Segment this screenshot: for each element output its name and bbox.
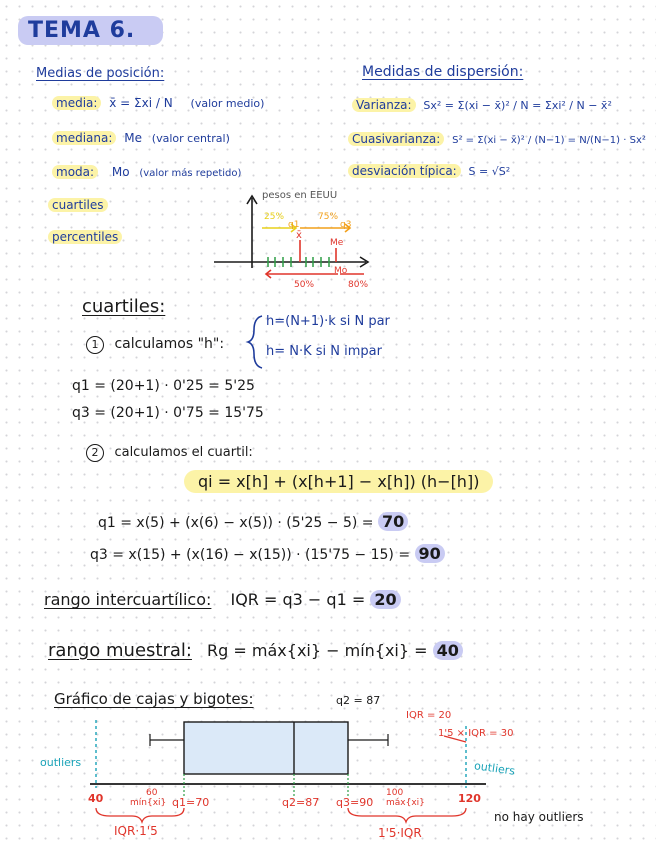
- tick-100: 100: [386, 788, 404, 798]
- media-label: media:: [52, 96, 101, 110]
- tick-q3: q3=90: [336, 796, 374, 809]
- no-outliers-note: no hay outliers: [494, 810, 584, 824]
- rango-iq-formula: IQR = q3 − q1 =: [230, 590, 366, 609]
- step1-number-text: 1: [91, 338, 99, 351]
- moda-label: moda:: [52, 165, 98, 179]
- sketch-mo-label: Mo: [334, 266, 348, 276]
- q3-calc: q3 = (20+1) · 0'75 = 15'75: [72, 405, 264, 421]
- q1-calc: q1 = (20+1) · 0'25 = 5'25: [72, 378, 255, 394]
- sketch-pct50: 50%: [294, 280, 315, 290]
- percentiles-label: percentiles: [48, 230, 122, 244]
- boxplot-heading: Gráfico de cajas y bigotes:: [54, 690, 254, 708]
- boxplot-box: [184, 722, 348, 774]
- sketch-q3-label: q3: [340, 220, 352, 230]
- step2-text: calculamos el cuartil:: [114, 445, 253, 460]
- rango-iq-result: 20: [370, 590, 400, 609]
- boxplot-iqr-times: 1'5 × IQR = 30: [438, 728, 514, 739]
- tick-q2: q2=87: [282, 796, 320, 809]
- media-formula: x̄ = Σxi / N: [109, 96, 173, 110]
- tick-60: 60: [146, 788, 158, 798]
- q1-result: 70: [378, 512, 408, 531]
- mediana-label: mediana:: [52, 131, 116, 145]
- tick-40: 40: [88, 792, 104, 805]
- dispersion-heading: Medidas de dispersión:: [362, 64, 524, 80]
- rango-muestral-formula: Rg = máx{xi} − mín{xi} =: [207, 641, 428, 660]
- brace-right-shape: [348, 808, 466, 822]
- rango-iq-label: rango intercuartílico:: [44, 590, 212, 609]
- min-label: mín{xi}: [130, 798, 167, 808]
- step2-number-text: 2: [91, 446, 99, 459]
- cuartiles-heading: cuartiles:: [82, 296, 166, 317]
- moda-note: (valor más repetido): [139, 168, 242, 179]
- posicion-heading: Medias de posición:: [36, 66, 165, 81]
- media-note: (valor medio): [190, 97, 265, 110]
- varianza-label: Varianza:: [352, 98, 416, 112]
- outliers-right: outliers: [473, 759, 516, 778]
- q3-eval: q3 = x(15) + (x(16) − x(15)) · (15'75 − 15) =: [90, 547, 411, 563]
- cuartiles-label: cuartiles: [48, 198, 108, 212]
- boxplot-q2-note: q2 = 87: [336, 694, 381, 707]
- max-label: máx{xi}: [386, 798, 425, 808]
- mediana-note: (valor central): [151, 132, 230, 145]
- sketch-title: pesos en EEUU: [262, 190, 338, 201]
- brace-left-label: IQR·1'5: [114, 824, 158, 838]
- cuasivarianza-label: Cuasivarianza:: [348, 132, 444, 146]
- q3-result: 90: [415, 544, 445, 563]
- rango-muestral-result: 40: [433, 641, 463, 660]
- cuasivarianza-formula: S² = Σ(xi − x̄)² / (N−1) = N/(N−1) · Sx²: [452, 135, 646, 146]
- desviacion-formula: S = √S²: [468, 165, 511, 178]
- page-title-text: TEMA 6.: [18, 16, 163, 45]
- tick-q1: q1=70: [172, 796, 210, 809]
- boxplot-iqr-note: IQR = 20: [406, 710, 452, 721]
- brace-left-shape: [96, 808, 184, 822]
- varianza-formula: Sx² = Σ(xi − x̄)² / N = Σxi² / N − x̄²: [423, 99, 612, 112]
- brace-right-label: 1'5·IQR: [378, 826, 422, 840]
- desviacion-label: desviación típica:: [348, 164, 461, 178]
- rule-par: h=(N+1)·k si N par: [266, 314, 390, 329]
- sketch-pct75: 75%: [318, 212, 339, 222]
- step1-text: calculamos "h":: [114, 336, 225, 352]
- sketch-pct25: 25%: [264, 212, 285, 222]
- mediana-formula: Me: [124, 131, 142, 145]
- outliers-left: outliers: [40, 756, 82, 769]
- q1-eval: q1 = x(5) + (x(6) − x(5)) · (5'25 − 5) =: [98, 515, 374, 531]
- sketch-pct80: 80%: [348, 280, 369, 290]
- rango-muestral-label: rango muestral:: [48, 640, 192, 661]
- sketch-mean-label: x̄: [296, 230, 302, 241]
- tick-120: 120: [458, 792, 481, 805]
- moda-formula: Mo: [111, 165, 130, 179]
- rule-impar: h= N·K si N impar: [266, 344, 382, 359]
- sketch-me-label: Me: [330, 238, 344, 248]
- sketch-q1-label: q1: [288, 220, 300, 230]
- general-formula-text: qi = x[h] + (x[h+1] − x[h]) (h−[h]): [184, 470, 493, 493]
